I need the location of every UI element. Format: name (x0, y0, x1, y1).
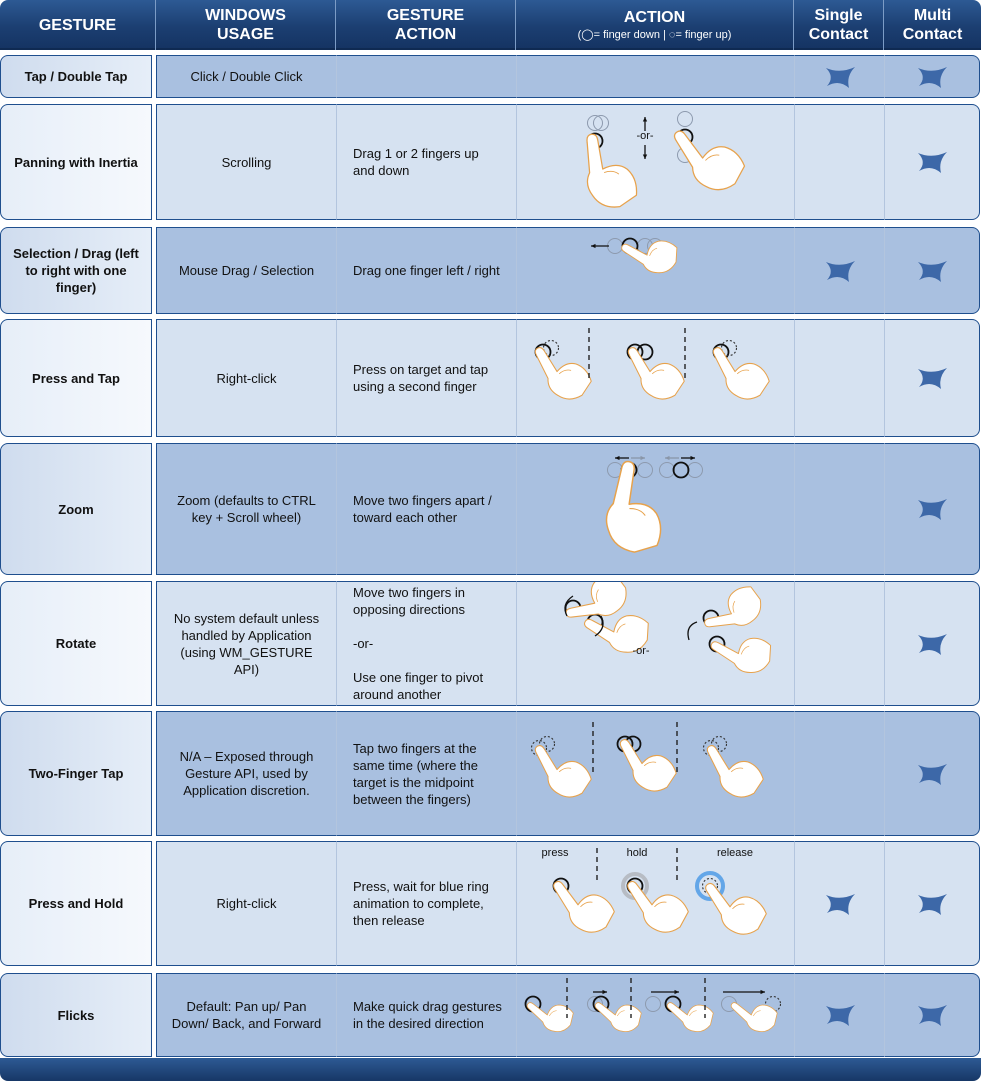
gesture-action-cell-text: Move two fingers apart / toward each other (353, 493, 492, 525)
multi-contact-cell (884, 104, 980, 220)
header-action (516, 0, 794, 50)
gesture-illustration (517, 228, 793, 313)
action-illustration-cell (516, 841, 794, 966)
single-contact-cell (794, 104, 884, 220)
star-shape (826, 894, 855, 915)
star-shape (918, 894, 947, 915)
hand-pointer-icon (548, 864, 620, 941)
gesture-illustration (517, 444, 793, 574)
gesture-action-cell-text: Press on target and tap using a second finger (353, 362, 489, 394)
gesture-name-cell (0, 443, 152, 575)
gesture-action-cell-text: Make quick drag gestures in the desired direction (353, 999, 502, 1031)
single-contact-cell (794, 711, 884, 836)
star-shape (826, 67, 855, 88)
windows-usage-cell-text: Right-click (216, 896, 277, 911)
ghost-ring-icon (646, 997, 661, 1012)
windows-usage-cell (156, 841, 336, 966)
single-contact-cell (794, 55, 884, 98)
step-label: press (541, 847, 569, 859)
finger-down-icon (674, 463, 689, 478)
arrowhead-icon (643, 117, 647, 122)
header-multi-contact-label: Multi Contact (902, 7, 963, 43)
step-label: release (716, 847, 754, 859)
table-header (0, 0, 981, 50)
hand-pointer-icon (524, 986, 578, 1038)
gesture-action-cell-text: Press, wait for blue ring animation to complete, then release (353, 879, 489, 928)
windows-usage-cell-text: Default: Pan up/ Pan Down/ Back, and Forward (171, 999, 322, 1031)
star-icon (914, 496, 950, 522)
hand-pointer-icon (601, 459, 671, 556)
step-label: hold (626, 847, 648, 859)
gesture-illustration (517, 582, 793, 705)
gesture-name-cell-text: Flicks (57, 1007, 95, 1023)
gesture-name-cell-text: Selection / Drag (left to right with one finger) (13, 246, 139, 295)
star-icon (822, 258, 858, 284)
windows-usage-cell (156, 711, 336, 836)
ghost-ring-icon (678, 112, 693, 127)
action-illustration-cell (516, 711, 794, 836)
table-row (0, 443, 981, 575)
windows-usage-cell (156, 227, 336, 314)
arrowhead-icon (615, 456, 620, 460)
gesture-name-cell-text: Tap / Double Tap (24, 69, 128, 84)
action-illustration-cell (516, 55, 794, 98)
gesture-name-cell-text: Panning with Inertia (14, 154, 138, 170)
windows-usage-cell (156, 55, 336, 98)
hand-pointer-icon (618, 228, 683, 280)
windows-usage-cell-text: Click / Double Click (190, 69, 303, 84)
gesture-action-cell (336, 711, 516, 836)
star-shape (918, 67, 947, 88)
header-windows-usage (156, 0, 336, 50)
arrowhead-icon (690, 456, 695, 460)
header-action-label: ACTION (623, 9, 686, 26)
multi-contact-cell (884, 55, 980, 98)
gesture-name-cell (0, 55, 152, 98)
hand-pointer-icon (592, 986, 646, 1038)
ghost-ring-icon (688, 463, 703, 478)
star-icon (914, 631, 950, 657)
gesture-illustration (517, 56, 793, 97)
hand-pointer-icon (700, 585, 764, 632)
multi-contact-cell (884, 711, 980, 836)
table-row (0, 319, 981, 437)
table-row (0, 104, 981, 220)
single-contact-cell (794, 581, 884, 706)
action-illustration-cell (516, 973, 794, 1057)
gesture-name-cell (0, 581, 152, 706)
star-shape (918, 1005, 947, 1026)
arrowhead-icon (602, 990, 607, 994)
windows-usage-cell (156, 581, 336, 706)
gesture-action-cell-text: Drag one finger left / right (353, 263, 500, 278)
hand-pointer-icon (708, 333, 774, 407)
hand-pointer-icon (708, 619, 778, 681)
multi-contact-cell (884, 443, 980, 575)
single-contact-cell (794, 841, 884, 966)
gesture-name-cell (0, 973, 152, 1057)
header-single-contact-label: Single Contact (808, 7, 869, 43)
star-shape (826, 261, 855, 282)
hand-pointer-icon (530, 333, 596, 407)
arrowhead-icon (643, 154, 647, 159)
header-gesture-label: GESTURE (38, 16, 117, 34)
gesture-action-cell (336, 841, 516, 966)
gesture-name-cell-text: Press and Hold (28, 896, 124, 911)
gesture-illustration (517, 842, 793, 965)
gesture-action-cell (336, 104, 516, 220)
star-icon (914, 1002, 950, 1028)
star-icon (914, 64, 950, 90)
gesture-action-cell (336, 319, 516, 437)
star-icon (914, 149, 950, 175)
windows-usage-cell-text: No system default unless handled by Application (using WM_GESTURE API) (173, 610, 320, 677)
table-row (0, 581, 981, 706)
star-shape (918, 368, 947, 389)
gesture-action-cell (336, 55, 516, 98)
windows-usage-cell (156, 319, 336, 437)
gesture-illustration (517, 974, 793, 1056)
ghost-ring-icon (660, 463, 675, 478)
action-legend: (◯= finger down | ◌= finger up) (577, 29, 732, 41)
windows-usage-cell-text: Mouse Drag / Selection (178, 263, 315, 278)
header-single-contact (794, 0, 884, 50)
arrowhead-icon (674, 990, 679, 994)
arrowhead-icon (591, 244, 596, 248)
star-shape (918, 261, 947, 282)
action-illustration-cell (516, 443, 794, 575)
multi-contact-cell (884, 319, 980, 437)
header-multi-contact (884, 0, 981, 50)
rotate-arrow-icon (688, 622, 697, 640)
header-gesture (0, 0, 156, 50)
star-shape (918, 152, 947, 173)
hand-pointer-icon (728, 986, 782, 1038)
gesture-name-cell-text: Rotate (55, 636, 97, 651)
gesture-illustration (517, 712, 793, 835)
gesture-action-cell (336, 581, 516, 706)
windows-usage-cell (156, 104, 336, 220)
gesture-illustration (517, 105, 793, 219)
gesture-action-cell (336, 443, 516, 575)
action-illustration-cell (516, 227, 794, 314)
multi-contact-cell (884, 841, 980, 966)
gesture-name-cell-text: Two-Finger Tap (28, 766, 124, 781)
gesture-name-cell (0, 227, 152, 314)
single-contact-cell (794, 319, 884, 437)
gesture-name-cell (0, 104, 152, 220)
gesture-illustration (517, 320, 793, 436)
gesture-name-cell-text: Press and Tap (32, 370, 120, 386)
windows-usage-cell (156, 973, 336, 1057)
star-shape (826, 1005, 855, 1026)
arrowhead-icon (760, 990, 765, 994)
gesture-action-cell (336, 227, 516, 314)
table-footer (0, 1058, 981, 1081)
star-icon (914, 891, 950, 917)
windows-usage-cell-text: Right-click (216, 370, 277, 386)
table-row (0, 55, 981, 98)
windows-usage-cell (156, 443, 336, 575)
header-gesture-action (336, 0, 516, 50)
header-gesture-action-label: GESTURE ACTION (386, 7, 465, 43)
star-icon (822, 891, 858, 917)
gesture-action-cell-text: Tap two fingers at the same time (where the target is the midpoint between the fingers) (353, 740, 478, 807)
action-illustration-cell (516, 104, 794, 220)
ghost-ring-icon (608, 239, 623, 254)
gesture-name-cell (0, 711, 152, 836)
windows-usage-cell-text: N/A – Exposed through Gesture API, used by Application discretion. (179, 749, 314, 798)
step-label: -or- (632, 645, 650, 657)
gesture-name-cell (0, 319, 152, 437)
star-icon (914, 258, 950, 284)
multi-contact-cell (884, 227, 980, 314)
single-contact-cell (794, 973, 884, 1057)
step-label: -or- (636, 130, 654, 142)
gesture-action-cell (336, 973, 516, 1057)
windows-usage-cell-text: Zoom (defaults to CTRL key + Scroll wheel) (177, 493, 316, 525)
star-icon (822, 64, 858, 90)
ghost-ring-icon (638, 463, 653, 478)
table-row (0, 841, 981, 966)
star-shape (918, 764, 947, 785)
table-row (0, 973, 981, 1057)
header-windows-usage-label: WINDOWS USAGE (205, 7, 286, 43)
table-row (0, 227, 981, 314)
hand-pointer-icon (561, 582, 630, 622)
windows-usage-cell-text: Scrolling (221, 154, 272, 170)
single-contact-cell (794, 227, 884, 314)
multi-contact-cell (884, 973, 980, 1057)
table-row (0, 711, 981, 836)
star-icon (822, 1002, 858, 1028)
gesture-name-cell-text: Zoom (58, 501, 94, 517)
hand-pointer-icon (700, 866, 772, 943)
action-illustration-cell (516, 581, 794, 706)
arrowhead-icon (640, 456, 645, 460)
hand-pointer-icon (581, 129, 639, 211)
gesture-name-cell (0, 841, 152, 966)
gesture-action-cell-text: Drag 1 or 2 fingers up and down (353, 146, 479, 178)
star-icon (914, 761, 950, 787)
action-illustration-cell (516, 319, 794, 437)
star-shape (918, 499, 947, 520)
gesture-action-cell-text: Move two fingers in opposing directions -or- Use one finger to pivot around another (353, 585, 484, 702)
single-contact-cell (794, 443, 884, 575)
arrowhead-icon (665, 456, 670, 460)
star-shape (918, 634, 947, 655)
hand-pointer-icon (664, 986, 718, 1038)
star-icon (914, 365, 950, 391)
multi-contact-cell (884, 581, 980, 706)
